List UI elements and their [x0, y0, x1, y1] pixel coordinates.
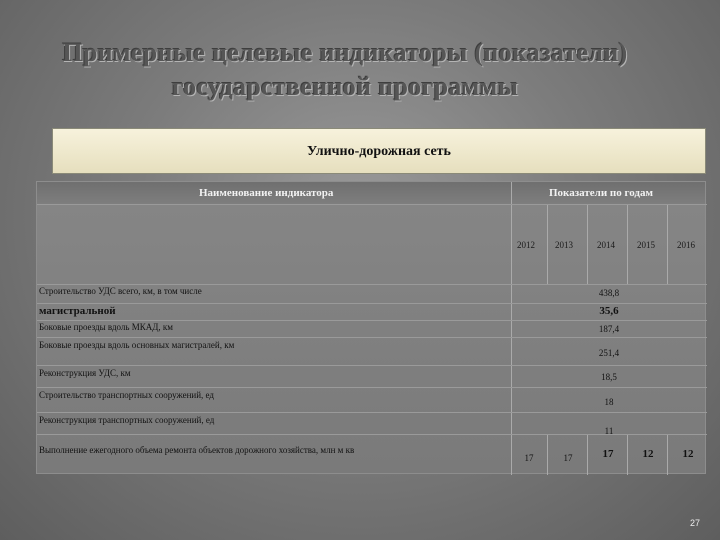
year-label: 2016	[677, 240, 695, 250]
row-value: 17	[563, 453, 573, 463]
year-label: 2012	[517, 240, 535, 250]
row-value: 17	[602, 448, 614, 460]
row-divider	[37, 412, 707, 413]
row-label: Выполнение ежегодного объема ремонта объектов дорожного хозяйства, млн м кв	[39, 445, 355, 455]
row-divider	[37, 320, 707, 321]
row-label: Строительство УДС всего, км, в том числе	[39, 286, 202, 296]
section-banner: Улично-дорожная сеть	[52, 128, 706, 174]
row-label: магистральной	[39, 305, 116, 317]
row-value: 251,4	[598, 348, 620, 358]
row-divider	[37, 284, 707, 285]
row-label: Реконструкция УДС, км	[39, 368, 131, 378]
row-value: 12	[682, 448, 694, 460]
year-label: 2014	[597, 240, 615, 250]
slide-title	[0, 36, 720, 104]
row-value: 17	[524, 453, 534, 463]
row-label: Строительство транспортных сооружений, ед	[39, 390, 214, 400]
row-value: 18	[604, 397, 614, 407]
divider-year	[587, 204, 588, 284]
column-header-years: Показатели по годам	[549, 187, 653, 199]
year-label: 2013	[555, 240, 573, 250]
row-label: Боковые проезды вдоль основных магистралей, км	[39, 340, 235, 350]
divider-year	[587, 434, 588, 475]
row-label: Реконструкция транспортных сооружений, ед	[39, 415, 215, 425]
indicators-table	[36, 181, 706, 474]
row-divider	[37, 387, 707, 388]
slide-title-line-2: государственной программы	[171, 72, 519, 101]
divider-year	[627, 434, 628, 475]
divider-year	[667, 434, 668, 475]
divider-year	[667, 204, 668, 284]
divider-year	[547, 434, 548, 475]
year-label: 2015	[637, 240, 655, 250]
row-value: 35,6	[599, 305, 619, 317]
row-label: Боковые проезды вдоль МКАД, км	[39, 322, 173, 332]
divider-year	[547, 204, 548, 284]
page-number: 27	[690, 518, 701, 528]
row-divider	[37, 337, 707, 338]
row-value: 18,5	[601, 372, 617, 382]
row-value: 187,4	[598, 324, 620, 334]
row-value: 11	[604, 426, 614, 436]
slide-title-line-1: Примерные целевые индикаторы (показатели)	[62, 38, 628, 67]
row-divider	[37, 204, 707, 205]
row-divider	[37, 303, 707, 304]
row-value: 12	[642, 448, 654, 460]
row-divider	[37, 365, 707, 366]
divider-year	[627, 204, 628, 284]
column-header-indicator: Наименование индикатора	[199, 187, 334, 199]
row-value: 438,8	[598, 288, 620, 298]
